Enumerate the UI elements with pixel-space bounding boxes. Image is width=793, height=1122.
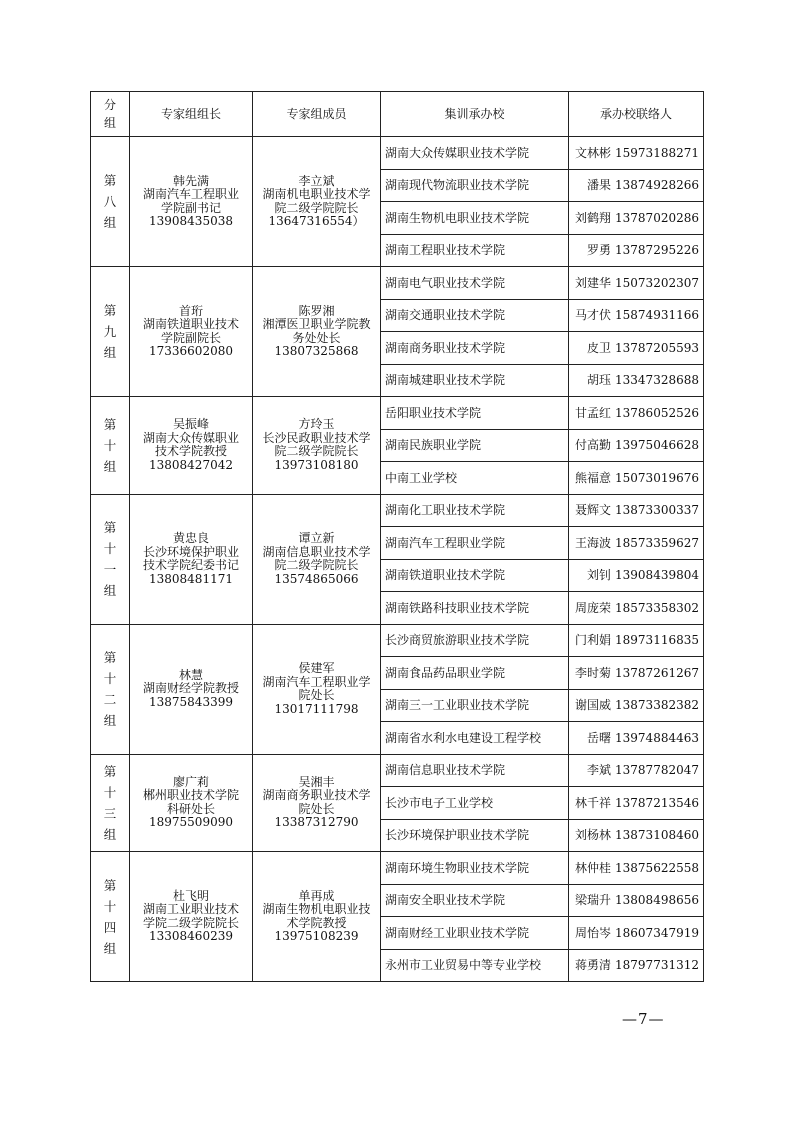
contact-phone: 13787205593 — [615, 340, 699, 355]
school-name-cell: 湖南民族职业学院 — [381, 429, 569, 462]
school-name-cell: 湖南工程职业技术学院 — [381, 234, 569, 267]
contact-cell — [569, 689, 704, 722]
member-cell — [253, 754, 381, 852]
leader-line: 郴州职业技术学院 — [142, 788, 239, 803]
contact-phone: 13786052526 — [615, 405, 699, 420]
group-label-cell — [91, 267, 130, 397]
contact-name: 岳曙 — [587, 730, 612, 745]
member-line: 13574865066 — [274, 571, 359, 586]
leader-line: 吴振峰 — [172, 417, 209, 432]
contact-name: 林仲桂 — [575, 860, 612, 875]
school-name-cell: 岳阳职业技术学院 — [381, 397, 569, 430]
contact-phone: 13974884463 — [615, 730, 699, 745]
member-cell — [253, 267, 381, 397]
table-body — [91, 137, 704, 982]
leader-line: 首珩 — [178, 303, 203, 318]
school-name-cell: 长沙商贸旅游职业技术学院 — [381, 624, 569, 657]
member-line: 13975108239 — [274, 929, 359, 943]
contact-name: 李时菊 — [575, 665, 612, 680]
leader-line: 13308460239 — [149, 929, 233, 943]
contact-name: 梁瑞升 — [575, 893, 612, 908]
leader-line: 18975509090 — [149, 815, 233, 830]
header-contact: 承办校联络人 — [569, 92, 704, 137]
member-line: 李立斌 — [298, 173, 335, 188]
leader-line: 技术学院教授 — [154, 444, 227, 459]
table-row — [91, 137, 704, 170]
school-name-cell: 中南工业学校 — [381, 462, 569, 495]
member-cell — [253, 494, 381, 624]
contact-cell — [569, 722, 704, 755]
contact-name: 刘建华 — [575, 275, 612, 290]
member-line: 13973108180 — [274, 457, 359, 472]
contact-phone: 13787261267 — [615, 665, 699, 680]
contact-cell — [569, 949, 704, 982]
member-line: 院二级学院院长 — [274, 200, 359, 215]
contact-name: 周怡岑 — [575, 925, 612, 940]
contact-phone: 18573358302 — [615, 600, 699, 615]
contact-cell — [569, 397, 704, 430]
group-label-char: 组 — [103, 215, 117, 230]
contact-cell — [569, 852, 704, 885]
contact-cell — [569, 462, 704, 495]
group-label-char: 组 — [103, 458, 117, 474]
group-label-char: 一 — [103, 562, 117, 577]
member-cell — [253, 137, 381, 267]
leader-cell — [130, 397, 253, 495]
school-name-cell: 湖南省水利水电建设工程学校 — [381, 722, 569, 755]
header-group — [91, 92, 130, 137]
school-name-cell: 湖南化工职业技术学院 — [381, 494, 569, 527]
group-label-char: 三 — [103, 805, 117, 821]
school-name-cell: 湖南汽车工程职业学院 — [381, 527, 569, 560]
leader-cell — [130, 852, 253, 982]
table-row — [91, 397, 704, 430]
contact-cell — [569, 332, 704, 365]
member-line: 13387312790 — [274, 815, 359, 830]
contact-cell — [569, 494, 704, 527]
group-label-char: 组 — [103, 583, 117, 598]
contact-name: 文林彬 — [575, 145, 612, 160]
contact-phone: 15973188271 — [615, 145, 699, 160]
contact-cell — [569, 429, 704, 462]
leader-line: 13908435038 — [149, 214, 233, 228]
contact-name: 谢国威 — [575, 698, 612, 713]
expert-group-table — [90, 91, 704, 982]
leader-line: 技术学院纪委书记 — [142, 558, 239, 572]
header-school: 集训承办校 — [381, 92, 569, 137]
table-row — [91, 754, 704, 787]
leader-line: 科研处长 — [166, 801, 215, 816]
header-leader: 专家组组长 — [130, 92, 253, 137]
member-line: 院二级学院院长 — [274, 444, 359, 459]
contact-phone: 18607347919 — [615, 925, 699, 940]
leader-line: 学院副院长 — [160, 330, 221, 345]
group-label-char: 组 — [103, 345, 117, 360]
contact-cell — [569, 819, 704, 852]
group-label-char: 第 — [103, 303, 117, 318]
contact-name: 潘果 — [587, 178, 612, 193]
contact-name: 马才伏 — [575, 308, 612, 323]
leader-line: 廖广莉 — [172, 774, 209, 789]
member-line: 13807325868 — [274, 344, 359, 358]
school-name-cell: 湖南商务职业技术学院 — [381, 332, 569, 365]
member-line: 术学院教授 — [286, 915, 347, 930]
leader-line: 学院二级学院院长 — [142, 915, 239, 930]
member-line: 谭立新 — [298, 531, 335, 545]
member-line: 湖南汽车工程职业学 — [262, 674, 371, 689]
contact-cell — [569, 624, 704, 657]
school-name-cell: 湖南信息职业技术学院 — [381, 754, 569, 787]
group-label-char: 十 — [103, 671, 117, 686]
school-name-cell: 湖南城建职业技术学院 — [381, 364, 569, 397]
leader-cell — [130, 754, 253, 852]
contact-phone: 13875622558 — [615, 860, 699, 875]
school-name-cell: 湖南铁道职业技术学院 — [381, 559, 569, 592]
group-label-char: 十 — [103, 898, 117, 914]
school-name-cell: 永州市工业贸易中等专业学校 — [381, 949, 569, 982]
contact-cell — [569, 527, 704, 560]
contact-name: 门利娟 — [575, 633, 612, 648]
contact-cell — [569, 917, 704, 950]
member-line: 陈罗湘 — [298, 303, 335, 318]
leader-line: 韩先满 — [172, 173, 209, 188]
contact-cell — [569, 787, 704, 820]
contact-phone: 18797731312 — [615, 958, 699, 973]
group-label-char: 第 — [103, 416, 117, 432]
member-line: 湖南商务职业技术学 — [262, 788, 371, 803]
table-row — [91, 267, 704, 300]
contact-name: 胡珏 — [587, 373, 612, 388]
group-label-char: 组 — [103, 713, 117, 728]
member-cell — [253, 397, 381, 495]
contact-name: 李斌 — [587, 763, 612, 778]
group-label-cell — [91, 624, 130, 754]
leader-line: 13808427042 — [149, 457, 233, 472]
header-members: 专家组成员 — [253, 92, 381, 137]
member-line: 侯建军 — [298, 661, 335, 675]
contact-phone: 13787213546 — [615, 795, 699, 810]
contact-phone: 13347328688 — [615, 373, 699, 388]
contact-name: 蒋勇清 — [575, 958, 612, 973]
contact-name: 罗勇 — [587, 243, 612, 258]
school-name-cell: 湖南电气职业技术学院 — [381, 267, 569, 300]
contact-name: 甘孟红 — [575, 405, 612, 420]
leader-line: 学院副书记 — [160, 200, 221, 215]
leader-cell — [130, 267, 253, 397]
contact-phone: 13873382382 — [615, 698, 699, 713]
contact-phone: 15073202307 — [615, 275, 699, 290]
contact-phone: 13873108460 — [615, 828, 699, 843]
group-label-cell — [91, 137, 130, 267]
member-line: 13647316554） — [268, 214, 365, 228]
header-group-line2: 组 — [103, 116, 116, 130]
table-row — [91, 852, 704, 885]
contact-cell — [569, 137, 704, 170]
header-group-line1: 分 — [103, 98, 116, 112]
contact-phone: 13808498656 — [615, 893, 699, 908]
table-row — [91, 624, 704, 657]
contact-name: 刘鹤翔 — [575, 210, 612, 225]
contact-cell — [569, 559, 704, 592]
contact-phone: 15073019676 — [615, 470, 699, 485]
group-label-char: 二 — [103, 692, 117, 707]
member-line: 湖南生物机电职业技 — [262, 902, 371, 916]
contact-cell — [569, 202, 704, 235]
leader-line: 湖南铁道职业技术 — [142, 317, 239, 331]
leader-cell — [130, 137, 253, 267]
leader-line: 林慧 — [178, 667, 203, 682]
leader-line: 湖南财经学院教授 — [142, 681, 239, 696]
group-label-cell — [91, 397, 130, 495]
member-line: 院处长 — [298, 688, 335, 702]
contact-cell — [569, 299, 704, 332]
group-label-char: 组 — [103, 940, 117, 956]
school-name-cell: 长沙市电子工业学校 — [381, 787, 569, 820]
group-label-char: 第 — [103, 650, 117, 665]
contact-cell — [569, 234, 704, 267]
member-cell — [253, 624, 381, 754]
contact-name: 付高勤 — [575, 438, 612, 453]
group-label-char: 第 — [103, 877, 117, 893]
leader-cell — [130, 494, 253, 624]
contact-cell — [569, 884, 704, 917]
contact-cell — [569, 169, 704, 202]
contact-phone: 18973116835 — [615, 633, 699, 648]
table-row — [91, 494, 704, 527]
group-label-char: 十 — [103, 437, 117, 453]
group-label-char: 十 — [103, 784, 117, 800]
member-cell — [253, 852, 381, 982]
school-name-cell: 湖南环境生物职业技术学院 — [381, 852, 569, 885]
group-label-char: 八 — [103, 194, 117, 209]
group-label-char: 九 — [103, 324, 117, 339]
member-line: 院二级学院院长 — [274, 558, 359, 572]
contact-phone: 13873300337 — [615, 503, 699, 518]
contact-phone: 13787782047 — [615, 763, 699, 778]
leader-line: 13875843399 — [149, 694, 233, 709]
leader-line: 13808481171 — [149, 571, 233, 586]
school-name-cell: 湖南三一工业职业技术学院 — [381, 689, 569, 722]
member-line: 长沙民政职业技术学 — [262, 430, 371, 445]
school-name-cell: 湖南生物机电职业技术学院 — [381, 202, 569, 235]
contact-phone: 15874931166 — [615, 308, 699, 323]
group-label-cell — [91, 494, 130, 624]
contact-phone: 13787020286 — [615, 210, 699, 225]
member-line: 方玲玉 — [298, 417, 335, 432]
school-name-cell: 湖南铁路科技职业技术学院 — [381, 592, 569, 625]
group-label-char: 组 — [103, 826, 117, 842]
leader-line: 杜飞明 — [172, 888, 209, 903]
contact-cell — [569, 657, 704, 690]
contact-name: 周庞荣 — [575, 600, 612, 615]
contact-cell — [569, 592, 704, 625]
member-line: 院处长 — [298, 801, 335, 816]
school-name-cell: 湖南食品药品职业学院 — [381, 657, 569, 690]
contact-name: 皮卫 — [587, 340, 612, 355]
leader-line: 湖南大众传媒职业 — [142, 430, 239, 445]
contact-name: 刘杨林 — [575, 828, 612, 843]
school-name-cell: 湖南大众传媒职业技术学院 — [381, 137, 569, 170]
member-line: 吴湘丰 — [298, 774, 335, 789]
contact-name: 熊福意 — [575, 470, 612, 485]
member-line: 13017111798 — [274, 701, 359, 716]
leader-line: 湖南汽车工程职业 — [142, 187, 239, 201]
page-number: —7— — [622, 1010, 665, 1028]
member-line: 单再成 — [298, 888, 335, 903]
contact-cell — [569, 364, 704, 397]
group-label-char: 四 — [103, 919, 117, 935]
contact-cell — [569, 754, 704, 787]
contact-phone: 13908439804 — [615, 568, 699, 583]
member-line: 湖南信息职业技术学 — [262, 544, 371, 559]
school-name-cell: 湖南安全职业技术学院 — [381, 884, 569, 917]
group-label-char: 第 — [103, 763, 117, 779]
school-name-cell: 湖南现代物流职业技术学院 — [381, 169, 569, 202]
contact-name: 林千祥 — [575, 795, 612, 810]
leader-line: 湖南工业职业技术 — [142, 902, 239, 916]
member-line: 务处处长 — [292, 330, 341, 345]
contact-name: 王海波 — [575, 535, 612, 550]
leader-line: 17336602080 — [149, 344, 233, 358]
leader-cell — [130, 624, 253, 754]
table-header-row — [91, 92, 704, 137]
contact-phone: 13975046628 — [615, 438, 699, 453]
member-line: 湖南机电职业技术学 — [262, 187, 371, 201]
leader-line: 黄忠良 — [172, 531, 209, 545]
school-name-cell: 湖南交通职业技术学院 — [381, 299, 569, 332]
group-label-char: 十 — [103, 541, 117, 556]
contact-cell — [569, 267, 704, 300]
leader-line: 长沙环境保护职业 — [142, 544, 239, 559]
contact-phone: 13874928266 — [615, 178, 699, 193]
school-name-cell: 湖南财经工业职业技术学院 — [381, 917, 569, 950]
group-label-cell — [91, 852, 130, 982]
group-label-cell — [91, 754, 130, 852]
group-label-char: 第 — [103, 173, 117, 188]
contact-phone: 13787295226 — [615, 243, 699, 258]
contact-phone: 18573359627 — [615, 535, 699, 550]
contact-name: 聂辉文 — [575, 503, 612, 518]
contact-name: 刘钊 — [587, 568, 612, 583]
group-label-char: 第 — [103, 520, 117, 535]
school-name-cell: 长沙环境保护职业技术学院 — [381, 819, 569, 852]
member-line: 湘潭医卫职业学院教 — [262, 317, 371, 331]
